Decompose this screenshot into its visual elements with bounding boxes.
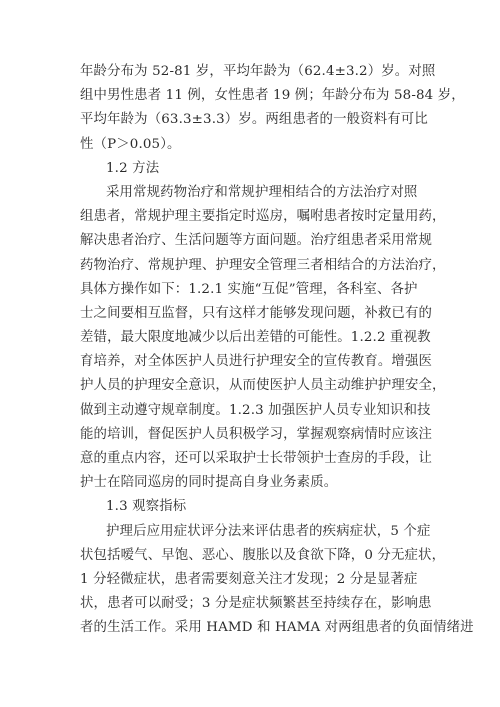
text-line: 护理后应用症状评分法来评估患者的疾病症状，5 个症 <box>106 523 431 539</box>
text-line: 平均年龄为（63.3±3.3）岁。两组患者的一般资料有可比 <box>80 112 428 128</box>
text-line: 1 分轻微症状，患者需要刻意关注才发现；2 分是显著症 <box>80 571 418 587</box>
text-line: 采用常规药物治疗和常规护理相结合的方法治疗对照 <box>106 184 418 200</box>
text-line: 状，患者可以耐受；3 分是症状频繁甚至持续存在，影响患 <box>80 596 432 612</box>
text-line: 育培养，对全体医护人员进行护理安全的宣传教育。增强医 <box>80 354 433 370</box>
text-line: 做到主动遵守规章制度。1.2.3 加强医护人员专业知识和技 <box>80 402 431 418</box>
text-line: 能的培训，督促医护人员积极学习，掌握观察病情时应该注 <box>80 426 433 442</box>
text-line: 意的重点内容，还可以采取护士长带领护士查房的手段，让 <box>80 451 433 466</box>
text-line: 状包括嗳气、早饱、恶心、腹胀以及食欲下降，0 分无症状， <box>80 547 446 563</box>
text-line: 士之间要相互监督，只有这样才能够发现问题，补救已有的 <box>80 305 433 321</box>
text-line: 性（P＞0.05）。 <box>80 136 181 152</box>
text-line: 药物治疗、常规护理、护理安全管理三者相结合的方法治疗， <box>80 257 446 273</box>
text-line: 者的生活工作。采用 HAMD 和 HAMA 对两组患者的负面情绪进 <box>80 620 474 636</box>
text-line: 护人员的护理安全意识，从而使医护人员主动维护护理安全， <box>80 378 446 394</box>
text-line: 护士在陪同巡房的同时提高自身业务素质。 <box>80 475 338 491</box>
section-heading-methods: 1.2 方法 <box>106 160 160 176</box>
text-line: 差错，最大限度地减少以后出差错的可能性。1.2.2 重视教 <box>80 330 431 346</box>
text-line: 组患者，常规护理主要指定时巡房，嘱咐患者按时定量用药， <box>80 209 446 225</box>
text-line: 年龄分布为 52-81 岁，平均年龄为（62.4±3.2）岁。对照 <box>80 64 436 79</box>
document-page <box>80 60 474 641</box>
section-heading-observation: 1.3 观察指标 <box>106 499 187 515</box>
text-line: 具体方操作如下：1.2.1 实施“互促”管理，各科室、各护 <box>80 281 418 297</box>
text-line: 解决患者治疗、生活问题等方面问题。治疗组患者采用常规 <box>80 233 433 249</box>
text-line: 组中男性患者 11 例，女性患者 19 例；年龄分布为 58-84 岁， <box>80 88 465 104</box>
